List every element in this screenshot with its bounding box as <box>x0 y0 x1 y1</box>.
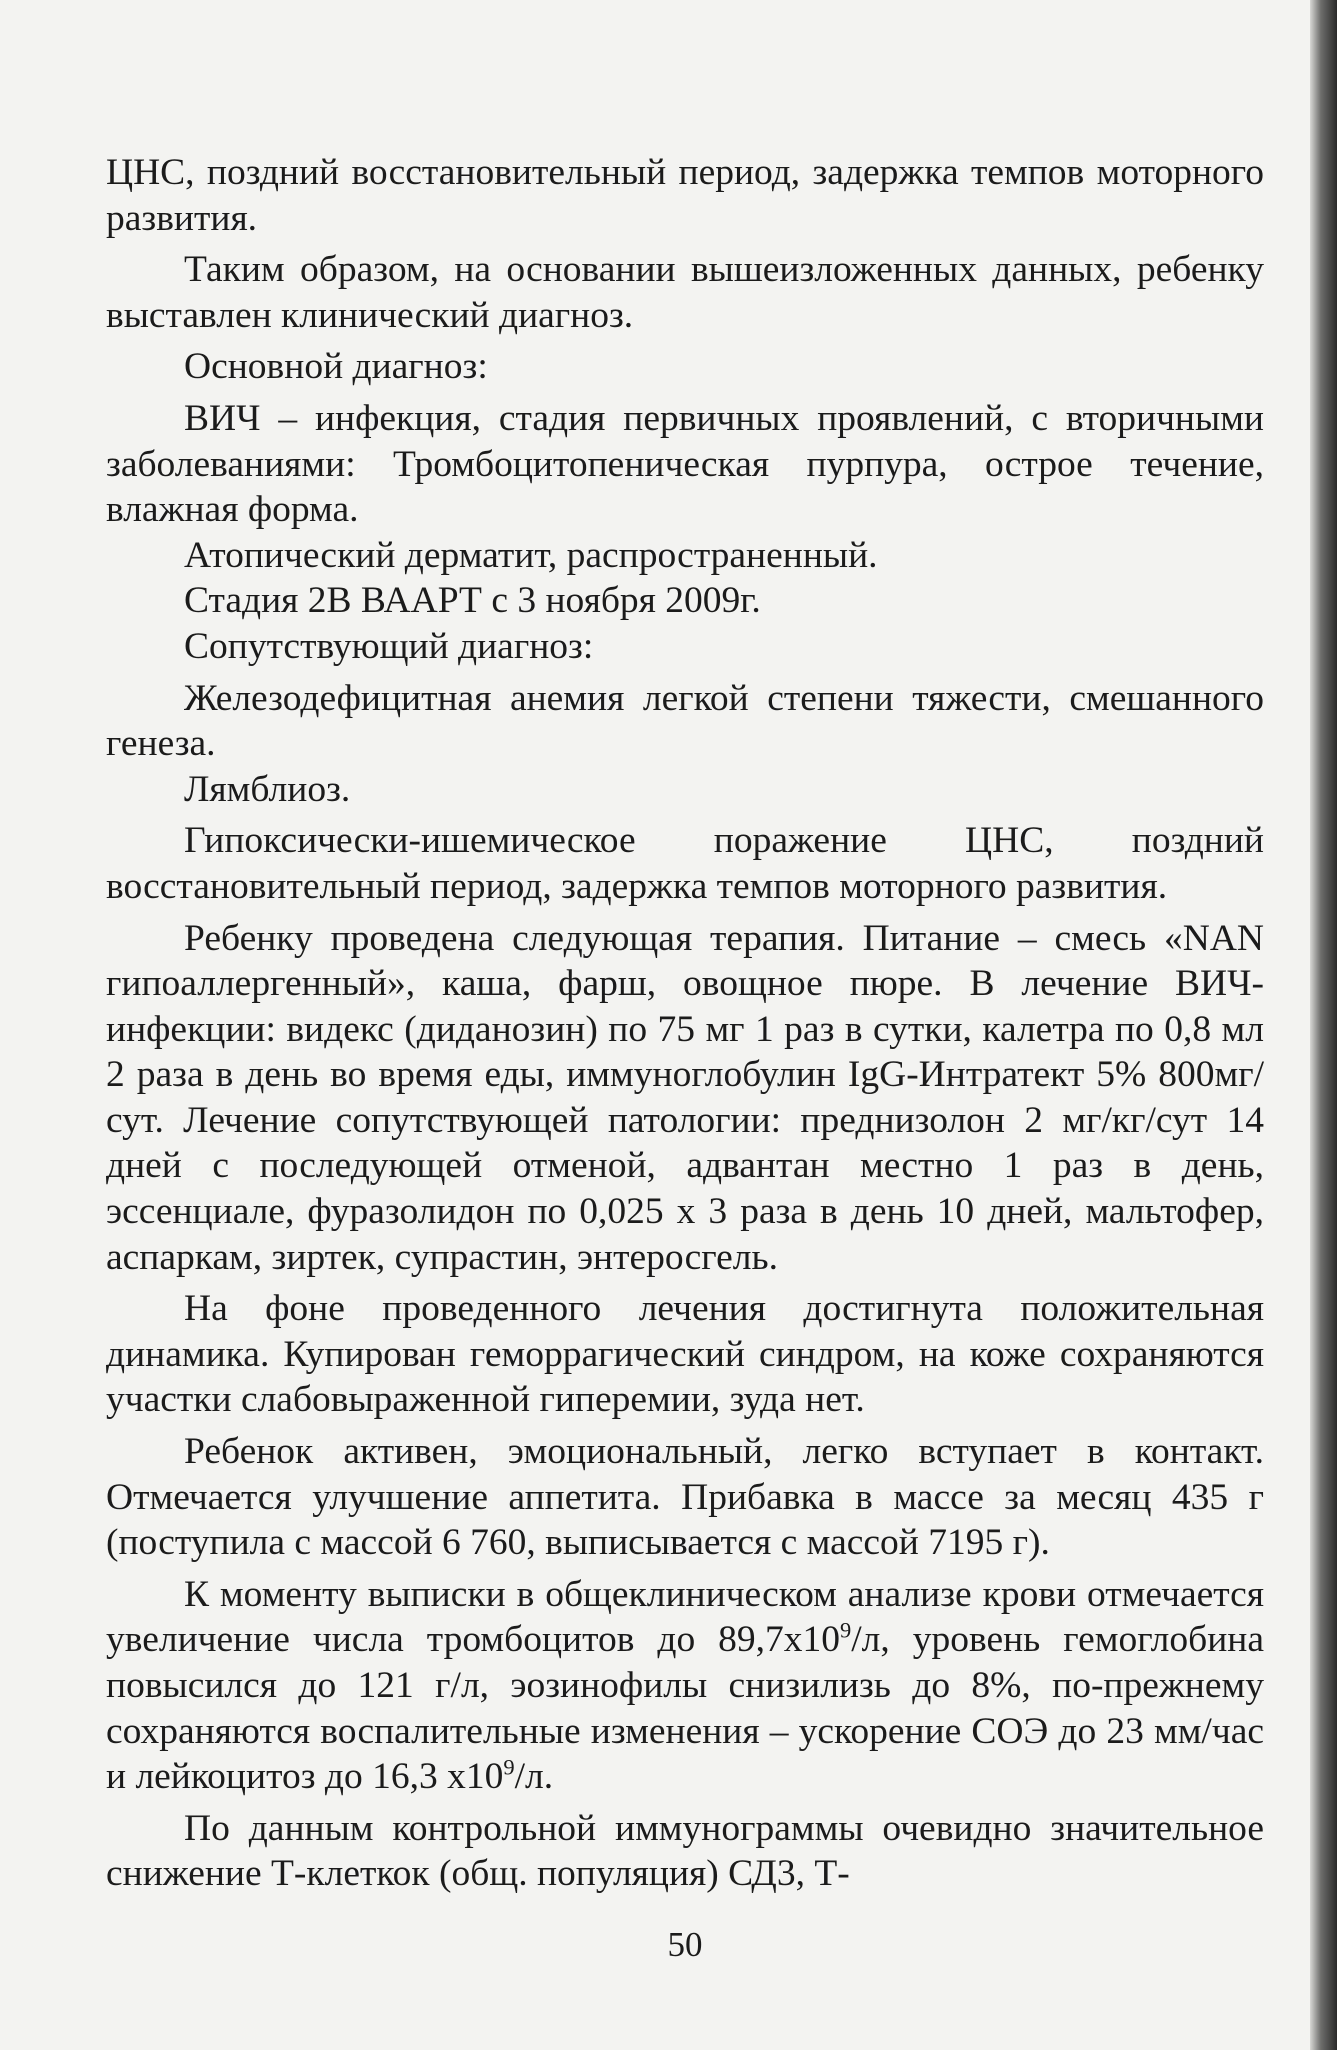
page-text <box>106 150 1264 1903</box>
paragraph-appetite-weight: Ребенок активен, эмоциональный, легко вступает в контакт. Отмечается улучшение аппетита. Прибавка в массе за месяц 435 г (поступила с массой 6 760, выписывается с массой 7195 г). <box>106 1431 1264 1564</box>
paragraph-haart-stage: Стадия 2В ВААРТ с 3 ноября 2009г. <box>184 580 761 622</box>
superscript-exponent: 9 <box>503 1754 515 1780</box>
paragraph-giardiasis: Лямблиоз. <box>184 768 351 810</box>
paragraph-dynamics: На фоне проведенного лечения достигнута положительная динамика. Купирован геморрагический синдром, на коже сохраняются участки слабовыраженной гиперемии, зуда нет. <box>106 1288 1264 1421</box>
paragraph-diagnosis-intro: Таким образом, на основании вышеизложенных данных, ребенку выставлен клинический диагноз. <box>106 249 1264 336</box>
superscript-exponent: 9 <box>840 1617 852 1643</box>
paragraph-anemia: Железодефицитная анемия легкой степени тяжести, смешанного генеза. <box>106 677 1264 765</box>
paragraph-atopic-dermatitis: Атопический дерматит, распространенный. <box>184 534 878 576</box>
paragraph-main-diagnosis-heading: Основной диагноз: <box>184 346 488 388</box>
blood-analysis-text-1: К моменту выписки в общеклиническом анализе крови отмечается увеличение числа тромбоцитов до 89,7x10 <box>106 1573 1264 1661</box>
paragraph-concomitant-diagnosis-heading: Сопутствующий диагноз: <box>184 625 594 667</box>
page-number: 50 <box>667 1925 703 1964</box>
paragraph-therapy: Ребенку проведена следующая терапия. Питание – смесь «NAN гипоаллергенный», каша, фарш, овощное пюре. В лечение ВИЧ-инфекции: видекс (диданозин) по 75 мг 1 раз в сутки, калетра по 0,8 мл 2 раза в день во время еды, иммуноглобулин IgG-Интратект 5% 800мг/сут. Лечение сопутствующей патологии: преднизолон 2 мг/кг/сут 14 дней с последующей отменой, адвантан местно 1 раз в день, эссенциале, фуразолидон по 0,025 х 3 раза в день 10 дней, мальтофер, аспаркам, зиртек, супрастин, энтеросгель. <box>106 917 1264 1278</box>
paragraph-hiv-infection: ВИЧ – инфекция, стадия первичных проявлений, с вторичными заболеваниями: Тромбоцитопеническая пурпура, острое течение, влажная форма. <box>106 397 1264 531</box>
paragraph-immunogram: По данным контрольной иммунограммы очевидно значительное снижение Т-клеткок (общ. популяция) СД3, Т- <box>106 1807 1264 1895</box>
paragraph-cns-lesion: Гипоксически-ишемическое поражение ЦНС, поздний восстановительный период, задержка темпов моторного развития. <box>106 820 1264 907</box>
book-spine-shadow <box>1310 0 1337 2050</box>
paragraph-continued: ЦНС, поздний восстановительный период, задержка темпов моторного развития. <box>106 152 1264 239</box>
blood-analysis-text-2: /л, уровень гемоглобина повысился до 121 г/л, эозинофилы снизилизь до 8%, по-прежнему сохраняются воспалительные изменения – ускорение СОЭ до 23 мм/час и лейкоцитоз до 16,3 x10 <box>106 1619 1265 1798</box>
blood-analysis-text-3: /л. <box>514 1756 554 1798</box>
paragraph-blood-analysis <box>106 1572 1264 1800</box>
